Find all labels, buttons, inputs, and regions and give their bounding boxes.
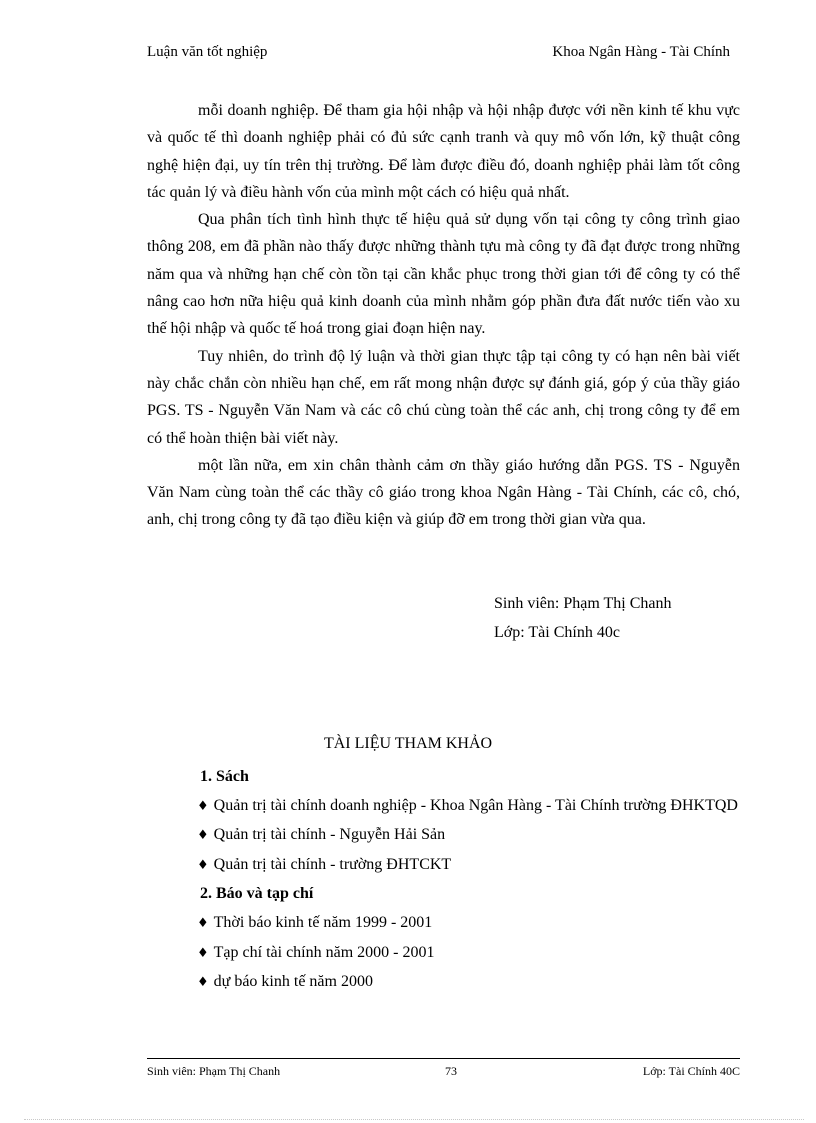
diamond-bullet-icon: ♦ bbox=[197, 857, 209, 873]
reference-text: Quản trị tài chính doanh nghiệp - Khoa Ngân Hàng - Tài Chính trường ĐHKTQD bbox=[213, 796, 738, 814]
reference-item bbox=[197, 968, 740, 998]
header-thesis-title: Luận văn tốt nghiệp bbox=[147, 44, 268, 60]
footer-class: Lớp: Tài Chính 40C bbox=[642, 1064, 740, 1078]
paragraph-2: Qua phân tích tình hình thực tế hiệu quả sử dụng vốn tại công ty công trình giao thông 208, em đã phần nào thấy được những thành tựu mà công ty đã đạt được trong những năm qua và những hạn chế còn tồn tại cần khắc phục trong thời gian tới để công ty có thể nâng cao hơn nữa hiệu quả kinh doanh của mình nhằm góp phần đưa đất nước tiến vào xu thế hội nhập và quốc tế hoá trong giai đoạn hiện nay. bbox=[147, 211, 740, 338]
signature-student: Sinh viên: Phạm Thị Chanh bbox=[494, 595, 672, 612]
page-header bbox=[147, 44, 730, 68]
diamond-bullet-icon: ♦ bbox=[197, 828, 209, 844]
body-text bbox=[147, 97, 740, 534]
reference-text: Quản trị tài chính - Nguyễn Hải Sản bbox=[213, 826, 446, 844]
references-list bbox=[197, 763, 740, 998]
references-section-heading: 1. Sách bbox=[200, 768, 249, 785]
reference-item bbox=[197, 851, 740, 881]
reference-text: dự báo kinh tế năm 2000 bbox=[213, 973, 373, 991]
reference-item bbox=[197, 909, 740, 939]
header-faculty: Khoa Ngân Hàng - Tài Chính bbox=[552, 44, 730, 60]
reference-text: Tạp chí tài chính năm 2000 - 2001 bbox=[213, 943, 435, 961]
diamond-bullet-icon: ♦ bbox=[197, 915, 209, 931]
footer-student: Sinh viên: Phạm Thị Chanh bbox=[147, 1064, 281, 1078]
reference-item bbox=[197, 821, 740, 851]
page-number: 73 bbox=[445, 1064, 457, 1078]
signature-class: Lớp: Tài Chính 40c bbox=[494, 624, 620, 641]
diamond-bullet-icon: ♦ bbox=[197, 798, 209, 814]
paragraph-1: mỗi doanh nghiệp. Để tham gia hội nhập và hội nhập được với nền kinh tế khu vực và quốc tế thì doanh nghiệp phải có đủ sức cạnh tranh và quy mô vốn lớn, kỹ thuật công nghệ hiện đại, uy tín trên thị trường. Để làm được điều đó, doanh nghiệp phải làm tốt công tác quản lý và điều hành vốn của mình một cách có hiệu quả nhất. bbox=[147, 102, 740, 201]
references-title: TÀI LIỆU THAM KHẢO bbox=[323, 735, 493, 752]
page-edge-divider bbox=[24, 1119, 804, 1120]
reference-text: Quản trị tài chính - trường ĐHTCKT bbox=[213, 855, 452, 873]
diamond-bullet-icon: ♦ bbox=[197, 945, 209, 961]
diamond-bullet-icon: ♦ bbox=[197, 975, 209, 991]
paragraph-4: một lần nữa, em xin chân thành cảm ơn thầy giáo hướng dẫn PGS. TS - Nguyễn Văn Nam cùng toàn thể các thầy cô giáo trong khoa Ngân Hàng - Tài Chính, các cô, chó, anh, chị trong công ty đã tạo điều kiện và giúp đỡ em trong thời gian vừa qua. bbox=[147, 456, 740, 529]
footer-divider bbox=[147, 1058, 740, 1059]
reference-item bbox=[197, 939, 740, 969]
paragraph-3: Tuy nhiên, do trình độ lý luận và thời gian thực tập tại công ty có hạn nên bài viết này chắc chắn còn nhiều hạn chế, em rất mong nhận được sự đánh giá, góp ý của thầy giáo PGS. TS - Nguyễn Văn Nam và các cô chú cùng toàn thể các anh, chị trong công ty để em có thể hoàn thiện bài viết này. bbox=[147, 347, 740, 447]
references-section-heading: 2. Báo và tạp chí bbox=[200, 885, 314, 903]
reference-item bbox=[197, 792, 740, 822]
reference-text: Thời báo kinh tế năm 1999 - 2001 bbox=[213, 913, 433, 931]
